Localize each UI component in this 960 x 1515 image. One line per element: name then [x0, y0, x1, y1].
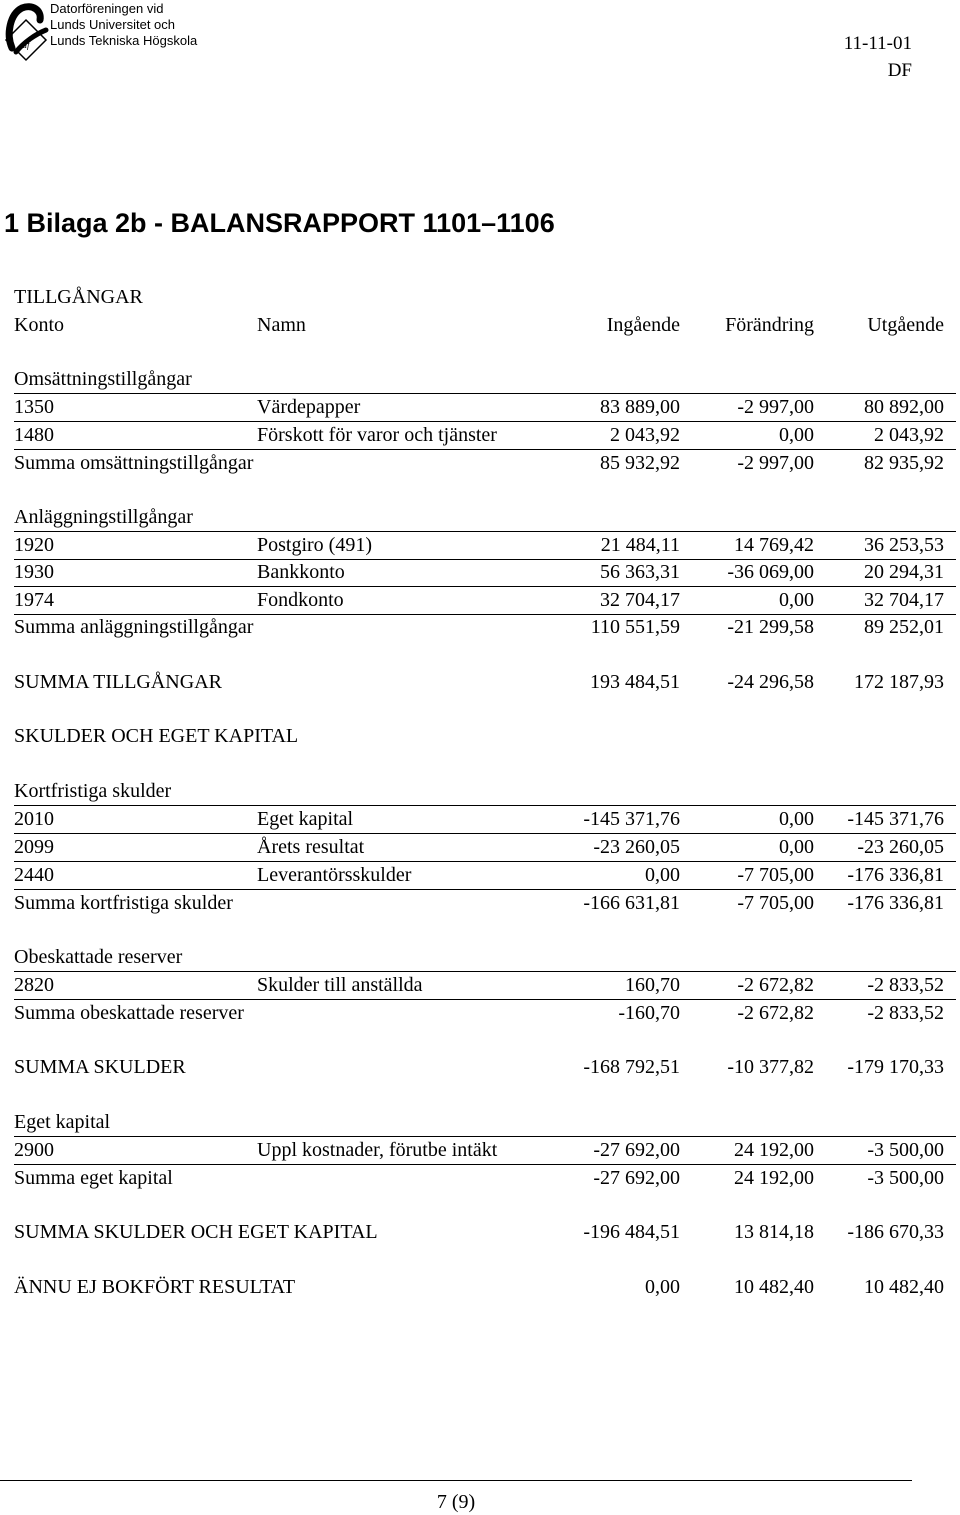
report-row-sum: [14, 614, 956, 641]
account-number: 1930: [14, 561, 54, 583]
column-header-name: Namn: [257, 314, 306, 336]
report-row-account: [14, 532, 956, 560]
change-amount: -7 705,00: [737, 864, 814, 886]
closing-balance: -2 833,52: [867, 974, 944, 996]
report-row-text: [14, 284, 956, 311]
report-row-text: [14, 723, 956, 750]
closing-balance: -145 371,76: [847, 808, 944, 830]
row-label: Summa anläggningstillgångar: [14, 616, 254, 638]
opening-balance: 110 551,59: [590, 616, 680, 638]
account-number: 1920: [14, 534, 54, 556]
row-label: Summa omsättningstillgångar: [14, 452, 254, 474]
report-row-section: [14, 504, 956, 532]
report-row-section: [14, 944, 956, 972]
column-header-opening: Ingående: [606, 314, 680, 336]
row-label: ÄNNU EJ BOKFÖRT RESULTAT: [14, 1276, 296, 1298]
account-name: Förskott för varor och tjänster: [257, 424, 497, 446]
closing-balance: -186 670,33: [847, 1221, 944, 1243]
change-amount: -2 672,82: [737, 1002, 814, 1024]
row-label: SUMMA TILLGÅNGAR: [14, 671, 222, 693]
report-row-account: [14, 394, 956, 422]
account-name: Värdepapper: [257, 396, 361, 418]
footer-divider: [0, 1480, 912, 1481]
report-row-account: [14, 1137, 956, 1165]
report-row-sum: [14, 450, 956, 477]
report-row-total: [14, 1219, 956, 1246]
change-amount: 0,00: [779, 424, 814, 446]
group-heading: SKULDER OCH EGET KAPITAL: [14, 725, 299, 747]
report-row-sum: [14, 890, 956, 917]
account-number: 2099: [14, 836, 54, 858]
change-amount: -2 672,82: [737, 974, 814, 996]
opening-balance: -196 484,51: [583, 1221, 680, 1243]
opening-balance: 193 484,51: [590, 671, 680, 693]
logo-line-2: Lunds Universitet och: [50, 17, 176, 32]
account-name: Fondkonto: [257, 589, 344, 611]
account-name: Leverantörsskulder: [257, 864, 412, 886]
closing-balance: -176 336,81: [847, 892, 944, 914]
account-name: Bankkonto: [257, 561, 345, 583]
closing-balance: -23 260,05: [857, 836, 944, 858]
closing-balance: 32 704,17: [864, 589, 944, 611]
change-amount: 0,00: [779, 589, 814, 611]
opening-balance: -27 692,00: [593, 1167, 680, 1189]
account-number: 1350: [14, 396, 54, 418]
report-row-sum: [14, 1165, 956, 1192]
closing-balance: 36 253,53: [864, 534, 944, 556]
row-label: SUMMA SKULDER OCH EGET KAPITAL: [14, 1221, 378, 1243]
account-number: 1974: [14, 589, 54, 611]
account-number: 2820: [14, 974, 54, 996]
opening-balance: 21 484,11: [600, 534, 680, 556]
column-header-account: Konto: [14, 314, 64, 336]
opening-balance: 160,70: [625, 974, 680, 996]
account-number: 2440: [14, 864, 54, 886]
account-name: Postgiro (491): [257, 534, 372, 556]
account-number: 1480: [14, 424, 54, 446]
report-row-sum: [14, 1000, 956, 1027]
change-amount: -36 069,00: [727, 561, 814, 583]
report-row-account: [14, 806, 956, 834]
closing-balance: -176 336,81: [847, 864, 944, 886]
report-row-account: [14, 422, 956, 450]
header-date: 11-11-01: [843, 33, 912, 54]
report-row-account: [14, 559, 956, 587]
change-amount: 24 192,00: [734, 1139, 814, 1161]
section-heading: Anläggningstillgångar: [14, 506, 193, 528]
page-number: 7 (9): [436, 1491, 476, 1513]
organization-logo: [0, 0, 240, 66]
closing-balance: 10 482,40: [864, 1276, 944, 1298]
section-heading: Obeskattade reserver: [14, 946, 183, 968]
account-name: Uppl kostnader, förutbe intäkt: [257, 1139, 498, 1161]
group-heading: TILLGÅNGAR: [14, 286, 143, 308]
account-number: 2010: [14, 808, 54, 830]
closing-balance: 172 187,93: [854, 671, 944, 693]
section-heading: Omsättningstillgångar: [14, 368, 192, 390]
report-row-total: [14, 1054, 956, 1081]
opening-balance: -168 792,51: [583, 1056, 680, 1078]
opening-balance: 85 932,92: [600, 452, 680, 474]
df-emblem-icon: [2, 2, 50, 64]
report-row-account: [14, 972, 956, 1000]
account-name: Skulder till anställda: [257, 974, 423, 996]
header-code: DF: [887, 60, 912, 81]
logo-line-1: Datorföreningen vid: [50, 1, 164, 16]
opening-balance: 56 363,31: [600, 561, 680, 583]
change-amount: -24 296,58: [727, 671, 814, 693]
report-row-account: [14, 587, 956, 615]
closing-balance: 2 043,92: [874, 424, 944, 446]
section-heading: Kortfristiga skulder: [14, 780, 172, 802]
logo-mark-text: df: [22, 40, 30, 50]
row-label: Summa eget kapital: [14, 1167, 173, 1189]
row-label: Summa kortfristiga skulder: [14, 892, 233, 914]
opening-balance: -27 692,00: [593, 1139, 680, 1161]
report-row-account: [14, 862, 956, 890]
section-heading: Eget kapital: [14, 1111, 111, 1133]
opening-balance: 0,00: [645, 864, 680, 886]
change-amount: -2 997,00: [737, 396, 814, 418]
closing-balance: -3 500,00: [867, 1139, 944, 1161]
opening-balance: 0,00: [645, 1276, 680, 1298]
change-amount: 14 769,42: [734, 534, 814, 556]
opening-balance: 32 704,17: [600, 589, 680, 611]
report-row-colhead: [14, 312, 956, 339]
report-row-account: [14, 834, 956, 862]
change-amount: 0,00: [779, 836, 814, 858]
change-amount: -21 299,58: [727, 616, 814, 638]
report-row-section: [14, 778, 956, 806]
report-row-total: [14, 1274, 956, 1301]
opening-balance: -160,70: [618, 1002, 680, 1024]
change-amount: -2 997,00: [737, 452, 814, 474]
change-amount: 24 192,00: [734, 1167, 814, 1189]
change-amount: -10 377,82: [727, 1056, 814, 1078]
account-number: 2900: [14, 1139, 54, 1161]
closing-balance: -179 170,33: [847, 1056, 944, 1078]
change-amount: 10 482,40: [734, 1276, 814, 1298]
closing-balance: 20 294,31: [864, 561, 944, 583]
account-name: Årets resultat: [257, 836, 365, 858]
column-header-closing: Utgående: [867, 314, 944, 336]
change-amount: -7 705,00: [737, 892, 814, 914]
opening-balance: 83 889,00: [600, 396, 680, 418]
opening-balance: -145 371,76: [583, 808, 680, 830]
row-label: SUMMA SKULDER: [14, 1056, 186, 1078]
opening-balance: -166 631,81: [583, 892, 680, 914]
closing-balance: 80 892,00: [864, 396, 944, 418]
logo-line-3: Lunds Tekniska Högskola: [50, 33, 198, 48]
change-amount: 0,00: [779, 808, 814, 830]
column-header-change: Förändring: [725, 314, 814, 336]
report-row-section: [14, 366, 956, 394]
page-title: 1 Bilaga 2b - BALANSRAPPORT 1101–1106: [4, 208, 555, 238]
report-row-total: [14, 669, 956, 696]
closing-balance: -2 833,52: [867, 1002, 944, 1024]
change-amount: 13 814,18: [734, 1221, 814, 1243]
row-label: Summa obeskattade reserver: [14, 1002, 244, 1024]
opening-balance: -23 260,05: [593, 836, 680, 858]
report-row-section: [14, 1109, 956, 1137]
closing-balance: -3 500,00: [867, 1167, 944, 1189]
opening-balance: 2 043,92: [610, 424, 680, 446]
closing-balance: 89 252,01: [864, 616, 944, 638]
closing-balance: 82 935,92: [864, 452, 944, 474]
account-name: Eget kapital: [257, 808, 354, 830]
